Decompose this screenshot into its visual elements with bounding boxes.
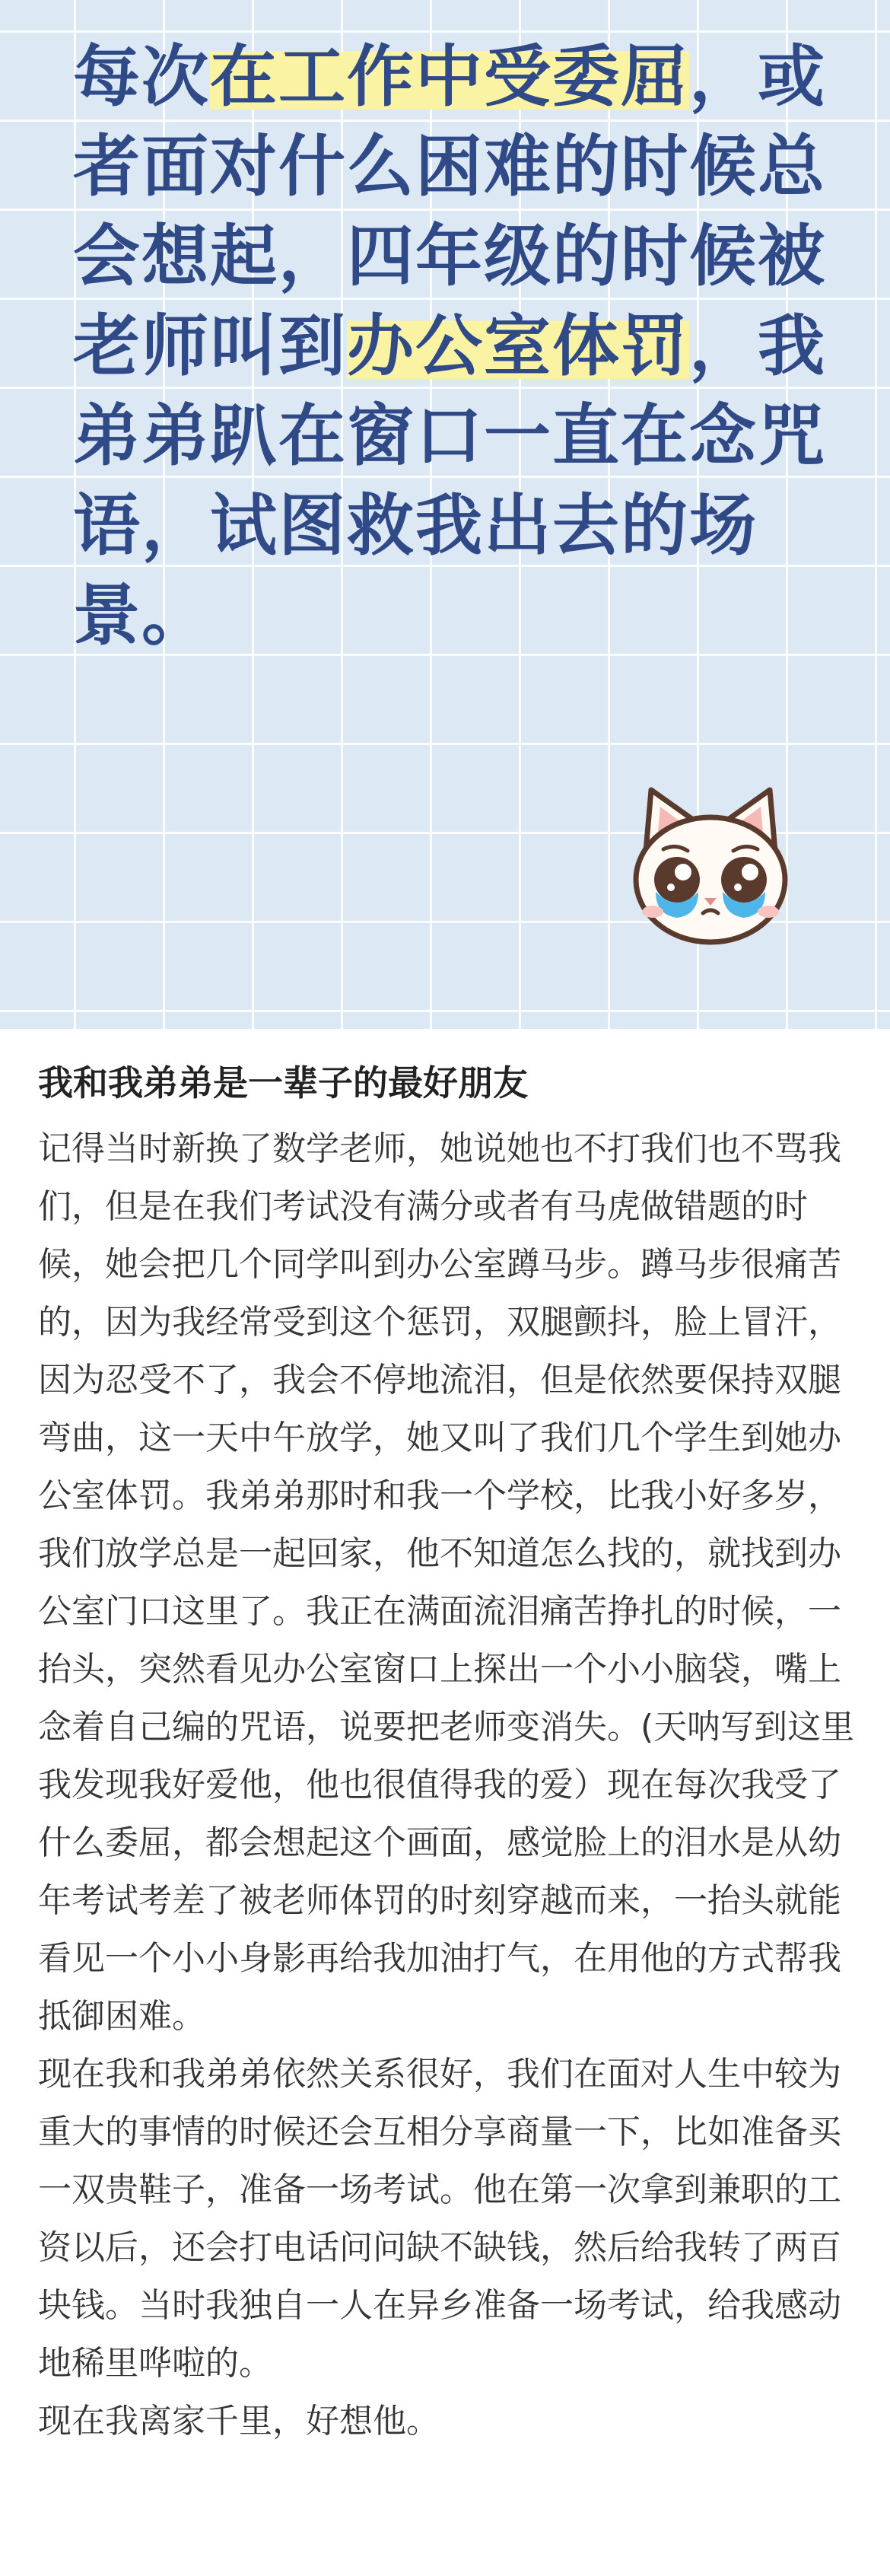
body-paragraph: 现在我离家千里，好想他。 xyxy=(38,2402,440,2441)
post-body xyxy=(38,1120,856,2450)
headline-text: ，我弟弟趴在窗口一直在念咒语，试图救我出去的场景。 xyxy=(73,307,827,654)
card-headline xyxy=(73,32,841,661)
headline-highlight-2: 办公室体罚 xyxy=(347,307,690,385)
post-title: 我和我弟弟是一辈子的最好朋友 xyxy=(38,1062,528,1103)
quote-card xyxy=(0,0,890,1029)
body-paragraph: 现在我和我弟弟依然关系很好，我们在面对人生中较为重大的事情的时候还会互相分享商量一下，比如准备买一双贵鞋子，准备一场考试。他在第一次拿到兼职的工资以后，还会打电话问问缺不缺钱，然后给我转了两百块钱。当时我独自一人在异乡准备一场考试，给我感动地稀里哗啦的。 xyxy=(38,2055,841,2383)
crying-cat-icon xyxy=(628,784,793,948)
body-paragraph: 记得当时新换了数学老师，她说她也不打我们也不骂我们，但是在我们考试没有满分或者有马虎做错题的时候，她会把几个同学叫到办公室蹲马步。蹲马步很痛苦的，因为我经常受到这个惩罚，双腿颤抖，脸上冒汗，因为忍受不了，我会不停地流泪，但是依然要保持双腿弯曲，这一天中午放学，她又叫了我们几个学生到她办公室体罚。我弟弟那时和我一个学校，比我小好多岁，我们放学总是一起回家，他不知道怎么找的，就找到办公室门口这里了。我正在满面流泪痛苦挣扎的时候，一抬头，突然看见办公室窗口上探出一个小小脑袋，嘴上念着自己编的咒语，说要把老师变消失。(天呐写到这里我发现我好爱他，他也很值得我的爱）现在每次我受了什么委屈，都会想起这个画面，感觉脸上的泪水是从幼年考试考差了被老师体罚的时刻穿越而来，一抬头就能看见一个小小身影再给我加油打气，在用他的方式帮我抵御困难。 xyxy=(38,1129,855,2036)
headline-text: 每次 xyxy=(73,37,211,116)
headline-highlight-1: 在工作中受委屈 xyxy=(210,37,690,116)
headline-text: ，或者面对什么困难的时候总会想起，四年级的时候被老师叫到 xyxy=(73,37,827,385)
